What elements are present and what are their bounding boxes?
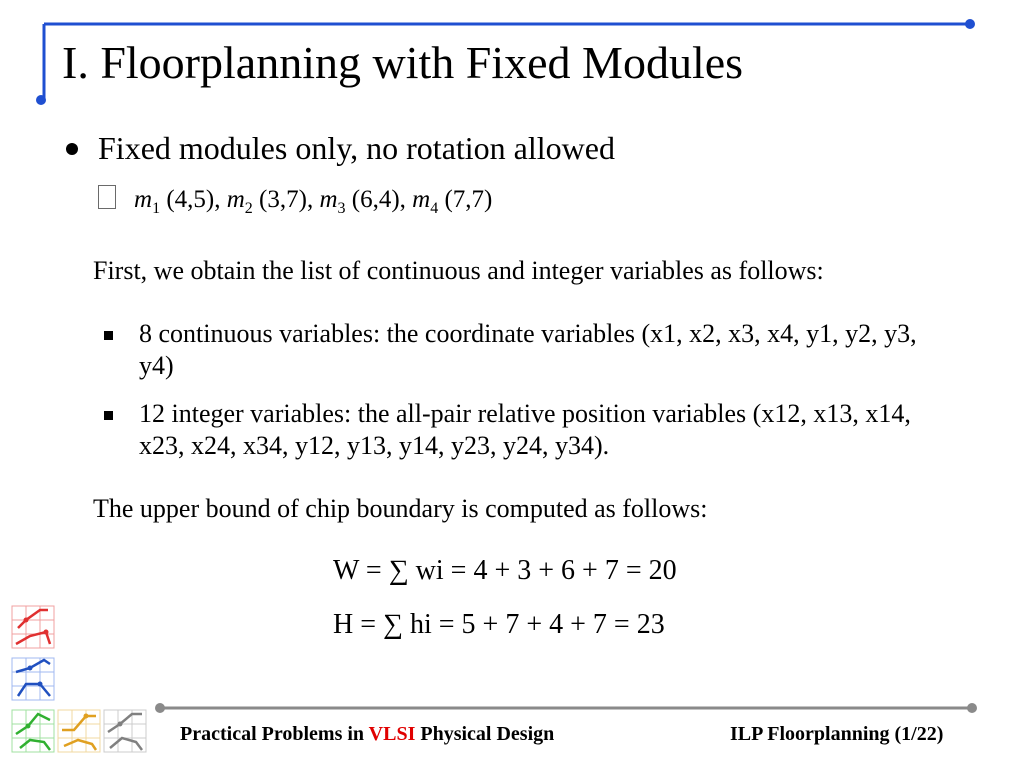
module-item: $m_1$ (4,5), <box>134 186 227 217</box>
module-list <box>98 183 492 218</box>
footer-rule-right-dot <box>967 703 977 713</box>
equation-width: W = ∑ wi = 4 + 3 + 6 + 7 = 20 <box>333 555 677 586</box>
slide-title: I. Floorplanning with Fixed Modules <box>62 37 744 88</box>
bound-paragraph: The upper bound of chip boundary is computed as follows: <box>93 494 708 523</box>
module-item: $m_4$ (7,7) <box>412 186 493 217</box>
footer-course-title: Practical Problems in VLSI Physical Design <box>180 723 555 745</box>
square-bullet-icon <box>104 331 113 340</box>
vlsi-logo-icon <box>12 606 146 752</box>
list-item-text: 12 integer variables: the all-pair relative position variables (x12, x13, x14, x23, x24, x34, y12, y13, y14, y23, y24, y34). <box>139 399 911 460</box>
equation-height: H = ∑ hi = 5 + 7 + 4 + 7 = 23 <box>333 609 665 640</box>
top-rule-end-dot <box>965 19 975 29</box>
module-item: $m_2$ (3,7), <box>226 186 320 217</box>
main-bullet-text: Fixed modules only, no rotation allowed <box>98 130 615 166</box>
main-bullet <box>62 130 615 167</box>
square-bullet-icon <box>104 411 113 420</box>
module-item: $m_3$ (6,4), <box>319 186 413 217</box>
list-item-text: 8 continuous variables: the coordinate variables (x1, x2, x3, x4, y1, y2, y3, y4) <box>139 319 917 380</box>
left-rule-end-dot <box>36 95 46 105</box>
footer-accent-text: VLSI <box>368 723 416 745</box>
footer-rule-left-dot <box>155 703 165 713</box>
bullet-dot-icon <box>66 143 78 155</box>
footer-slide-number: ILP Floorplanning (1/22) <box>730 723 944 745</box>
checkbox-glyph-icon <box>98 185 116 209</box>
intro-paragraph: First, we obtain the list of continuous and integer variables as follows: <box>93 256 824 285</box>
